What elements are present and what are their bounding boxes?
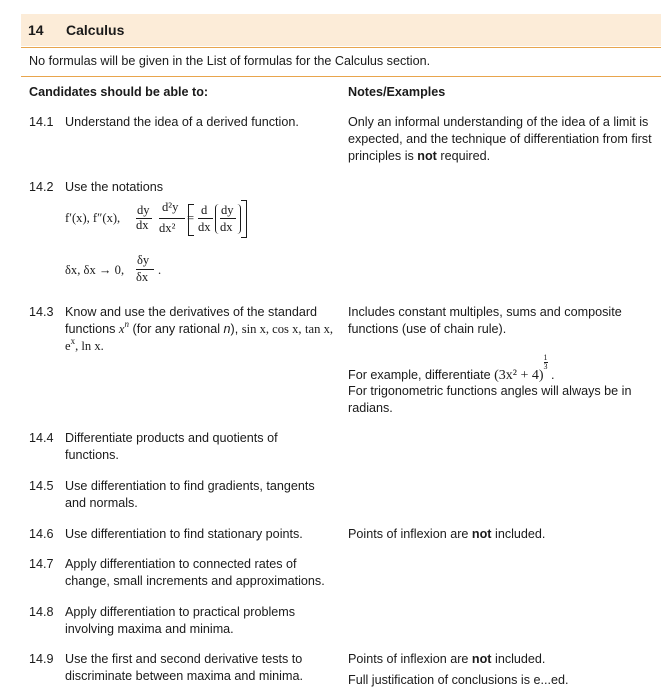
section-number: 14 [28,22,44,38]
row-desc: Apply differentiation to practical problems involving maxima and minima. [65,605,296,636]
derivative-notation: f′(x), f″(x), dy dx d²y dx² = d dx dy dx [65,196,305,246]
row-code: 14.1 [29,115,54,129]
row-example: For example, differentiate (3x² + 4) $\frac{1}{3}$ . [348,353,555,383]
section-header [21,14,661,46]
header-rule [21,47,661,48]
row-code: 14.2 [29,180,54,194]
column-header-left: Candidates should be able to: [29,85,209,99]
row-code: 14.5 [29,479,54,493]
row-code: 14.7 [29,557,54,571]
row-desc: Use the notations [65,180,164,194]
row-notes: Points of inflexion are not included. [348,652,546,666]
intro-rule [21,76,661,77]
row-code: 14.9 [29,652,54,666]
row-code: 14.4 [29,431,54,445]
row-notes: Points of inflexion are not included. [348,527,546,541]
intro-text: No formulas will be given in the List of formulas for the Calculus section. [29,54,431,68]
row-desc: Understand the idea of a derived function. [65,115,299,129]
row-notes: Only an informal understanding of the idea of a limit is expected, and the technique of differentiation from first principles is not required. [348,115,652,163]
row-desc: Use the first and second derivative tests to discriminate between maxima and minima. [65,652,303,683]
section-title: Calculus [66,22,125,38]
column-header-right: Notes/Examples [348,85,446,99]
row-notes: For trigonometric functions angles will always be in radians. [348,384,632,415]
row-desc: Differentiate products and quotients of functions. [65,431,278,462]
row-desc: Use differentiation to find gradients, tangents and normals. [65,479,315,510]
row-code: 14.6 [29,527,54,541]
row-desc: Use differentiation to find stationary points. [65,527,303,541]
row-notes: Includes constant multiples, sums and composite functions (use of chain rule). [348,305,622,336]
row-code: 14.8 [29,605,54,619]
row-desc: Know and use the derivatives of the standard functions $x^n$ (for any rational n), sin x, cos x, tan x, $e^x$, ln x. [65,305,334,353]
delta-notation: δx, δx → 0, δy δx . [65,253,162,284]
row-code: 14.3 [29,305,54,319]
row-notes: Full justification of conclusions is e...ed. [348,673,569,687]
row-desc: Apply differentiation to connected rates of change, small increments and approximations. [65,557,325,588]
